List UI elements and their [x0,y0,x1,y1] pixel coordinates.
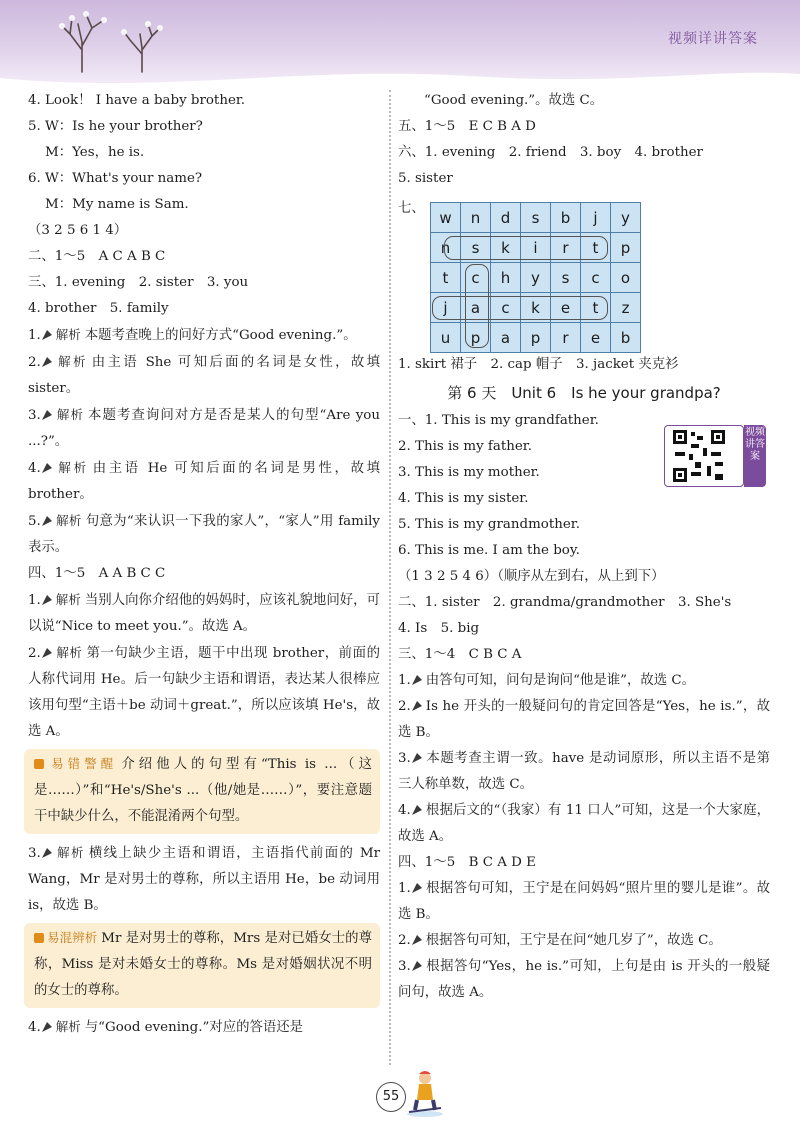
grid-letter: j [581,203,611,233]
analysis-icon [411,746,423,772]
explanation-item: 3. 本题考查主谓一致。have 是动词原形，所以主语不是第三人称单数，故选 C。 [398,746,770,798]
note-title: 易错警醒 [34,756,117,771]
grid-letter: y [521,263,551,293]
grid-letter: c [491,293,521,323]
answer-order: （3 2 5 6 1 4） [28,223,128,238]
grid-letter: o [611,263,641,293]
analysis-icon [41,509,53,535]
explanation-item: 4. 解析 与“Good evening.”对应的答语还是 [28,1014,380,1041]
qr-code-pattern [665,426,743,486]
column-divider [389,90,391,1065]
explanation-item: 2. 解析 第一句缺少主语，题干中出现 brother，前面的人称代词用 He。后一句缺少主语和谓语，表达某人很棒应该用句型“主语＋be 动词＋great.”，所以应该填 He's，故选 A。 [28,640,380,745]
section-4-answers: 四、1～5 A A B C C [28,566,166,581]
grid-letter: n [431,233,461,263]
grid-row [431,203,641,233]
note-title: 易混辨析 [34,930,97,945]
grid-letter: s [461,233,491,263]
explanation-item: 3. 解析 本题考查询问对方是否是某人的句型“Are you ...?”。 [28,402,380,455]
grid-letter: d [491,203,521,233]
analysis-icon [41,841,53,867]
analysis-icon [411,668,423,694]
grid-letter: s [551,263,581,293]
unit-answer-line: 4. This is my sister. [398,491,529,506]
continued-answer: “Good evening.”。故选 C。 [424,93,604,108]
grid-letter: a [491,323,521,353]
explanation-item: 2. Is he 开头的一般疑问句的肯定回答是“Yes，he is.”，故选 B。 [398,694,770,746]
explanation-item: 2. 根据答句可知，王宁是在问“她几岁了”，故选 C。 [398,928,770,954]
explanation-item: 1. 由答句可知，问句是询问“他是谁”，故选 C。 [398,668,770,694]
grid-letter: r [551,323,581,353]
page-header-band [0,0,800,88]
section-3-answers-cont: 4. brother 5. family [28,301,169,316]
grid-letter: z [611,293,641,323]
grid-letter: k [491,233,521,263]
unit-answer-line: 3. This is my mother. [398,465,540,480]
grid-letter: e [581,323,611,353]
analysis-icon [41,403,53,429]
grid-letter: s [521,203,551,233]
analysis-icon [41,350,53,376]
grid-letter: t [581,233,611,263]
grid-letter: w [431,203,461,233]
grid-letter: p [521,323,551,353]
analysis-icon [41,641,53,667]
unit-answer-line: 5. This is my grandmother. [398,517,580,532]
grid-letter: b [611,323,641,353]
analysis-icon [41,323,53,349]
grid-letter: p [461,323,491,353]
grid-letter: r [551,233,581,263]
analysis-icon [411,876,423,902]
analysis-icon [411,694,423,720]
analysis-icon [41,588,53,614]
grid-letter: t [431,263,461,293]
answer-line: M：My name is Sam. [45,197,189,212]
explanation-item: 1. 根据答句可知，王宁是在问妈妈“照片里的婴儿是谁”。故选 B。 [398,876,770,928]
answer-line: M：Yes，he is. [45,145,145,160]
analysis-icon [41,456,53,482]
answer-line: 4. Look！ I have a baby brother. [28,93,246,108]
unit-answer-line: 一、1. This is my grandfather. [398,413,599,428]
answer-line: 5. W：Is he your brother? [28,119,203,134]
section-5-answers: 五、1～5 E C B A D [398,119,536,134]
unit-section-2-answers: 二、1. sister 2. grandma/grandmother 3. She's [398,595,732,610]
grid-letter: n [461,203,491,233]
warning-icon [34,759,44,769]
explanation-item: 5. 解析 句意为“来认识一下我的家人”，“家人”用 family 表示。 [28,508,380,561]
grid-row [431,233,641,263]
grid-letter: y [611,203,641,233]
explanation-item: 1. 解析 当别人向你介绍他的妈妈时，应该礼貌地问好，可以说“Nice to meet you.”。故选 A。 [28,587,380,640]
explanation-item: 4. 解析 由主语 He 可知后面的名词是男性，故填 brother。 [28,455,380,508]
video-answer-label: 视频详讲答案 [668,31,758,47]
grid-row [431,293,641,323]
grid-letter: j [431,293,461,323]
qr-video-label: 视频讲答案 [744,425,766,487]
answer-line: 6. W：What's your name? [28,171,203,186]
unit-answer-order: （1 3 2 5 4 6）（顺序从左到右，从上到下） [398,569,665,584]
unit-section-2-answers-cont: 4. Is 5. big [398,621,480,636]
grid-letter: c [581,263,611,293]
word-search-block [398,194,770,352]
left-column [28,88,380,1041]
mistake-warning-note: 易错警醒 介绍他人的句型有“This is ...（这是……）”和“He's/She's ...（他/她是……）”，要注意题干中缺少什么，不能混淆两个句型。 [24,749,380,834]
analysis-icon [41,1015,53,1041]
distinguish-icon [34,933,44,943]
grid-letter: b [551,203,581,233]
explanation-item: 3. 根据答句“Yes，he is.”可知，上句是由 is 开头的一般疑问句，故选 A。 [398,954,770,1006]
analysis-icon [411,798,423,824]
section-2-answers: 二、1～5 A C A B C [28,249,166,264]
grid-letter: i [521,233,551,263]
unit-title: 第 6 天 Unit 6 Is he your grandpa? [447,384,721,402]
grid-letter: c [461,263,491,293]
analysis-icon [411,928,423,954]
grid-row [431,323,641,353]
confusion-note: 易混辨析 Mr 是对男士的尊称，Mrs 是对已婚女士的尊称，Miss 是对未婚女士的尊称。Ms 是对婚姻状况不明的女士的尊称。 [24,923,380,1008]
section-3-answers: 三、1. evening 2. sister 3. you [28,275,249,290]
section-7-label: 七、 [398,201,425,216]
unit-section-3-answers: 三、1～4 C B C A [398,647,522,662]
found-words-list: 1. skirt 裙子 2. cap 帽子 3. jacket 夹克衫 [398,357,679,372]
grid-row [431,263,641,293]
explanation-item: 4. 根据后文的“（我家）有 11 口人”可知，这是一个大家庭，故选 A。 [398,798,770,850]
grid-letter: u [431,323,461,353]
unit-section-4-answers: 四、1～5 B C A D E [398,855,536,870]
explanation-item: 1. 解析 本题考查晚上的问好方式“Good evening.”。 [28,322,380,349]
unit-answer-line: 2. This is my father. [398,439,532,454]
explanation-item: 2. 解析 由主语 She 可知后面的名词是女性，故填 sister。 [28,349,380,402]
word-search-grid [430,202,641,353]
unit-answer-line: 6. This is me. I am the boy. [398,543,580,558]
analysis-icon [411,954,423,980]
skier-mascot-icon [405,1068,445,1118]
section-6-answers-cont: 5. sister [398,171,453,186]
grid-letter: t [581,293,611,323]
grid-letter: a [461,293,491,323]
explanation-item: 3. 解析 横线上缺少主语和谓语，主语指代前面的 Mr Wang，Mr 是对男士的尊称，所以主语用 He，be 动词用 is，故选 B。 [28,840,380,919]
grid-letter: k [521,293,551,323]
qr-code[interactable] [664,425,744,487]
section-6-answers: 六、1. evening 2. friend 3. boy 4. brother [398,145,703,160]
grid-letter: e [551,293,581,323]
page-number: 55 [376,1082,406,1112]
grid-letter: h [491,263,521,293]
right-column [398,88,770,1006]
grid-letter: p [611,233,641,263]
